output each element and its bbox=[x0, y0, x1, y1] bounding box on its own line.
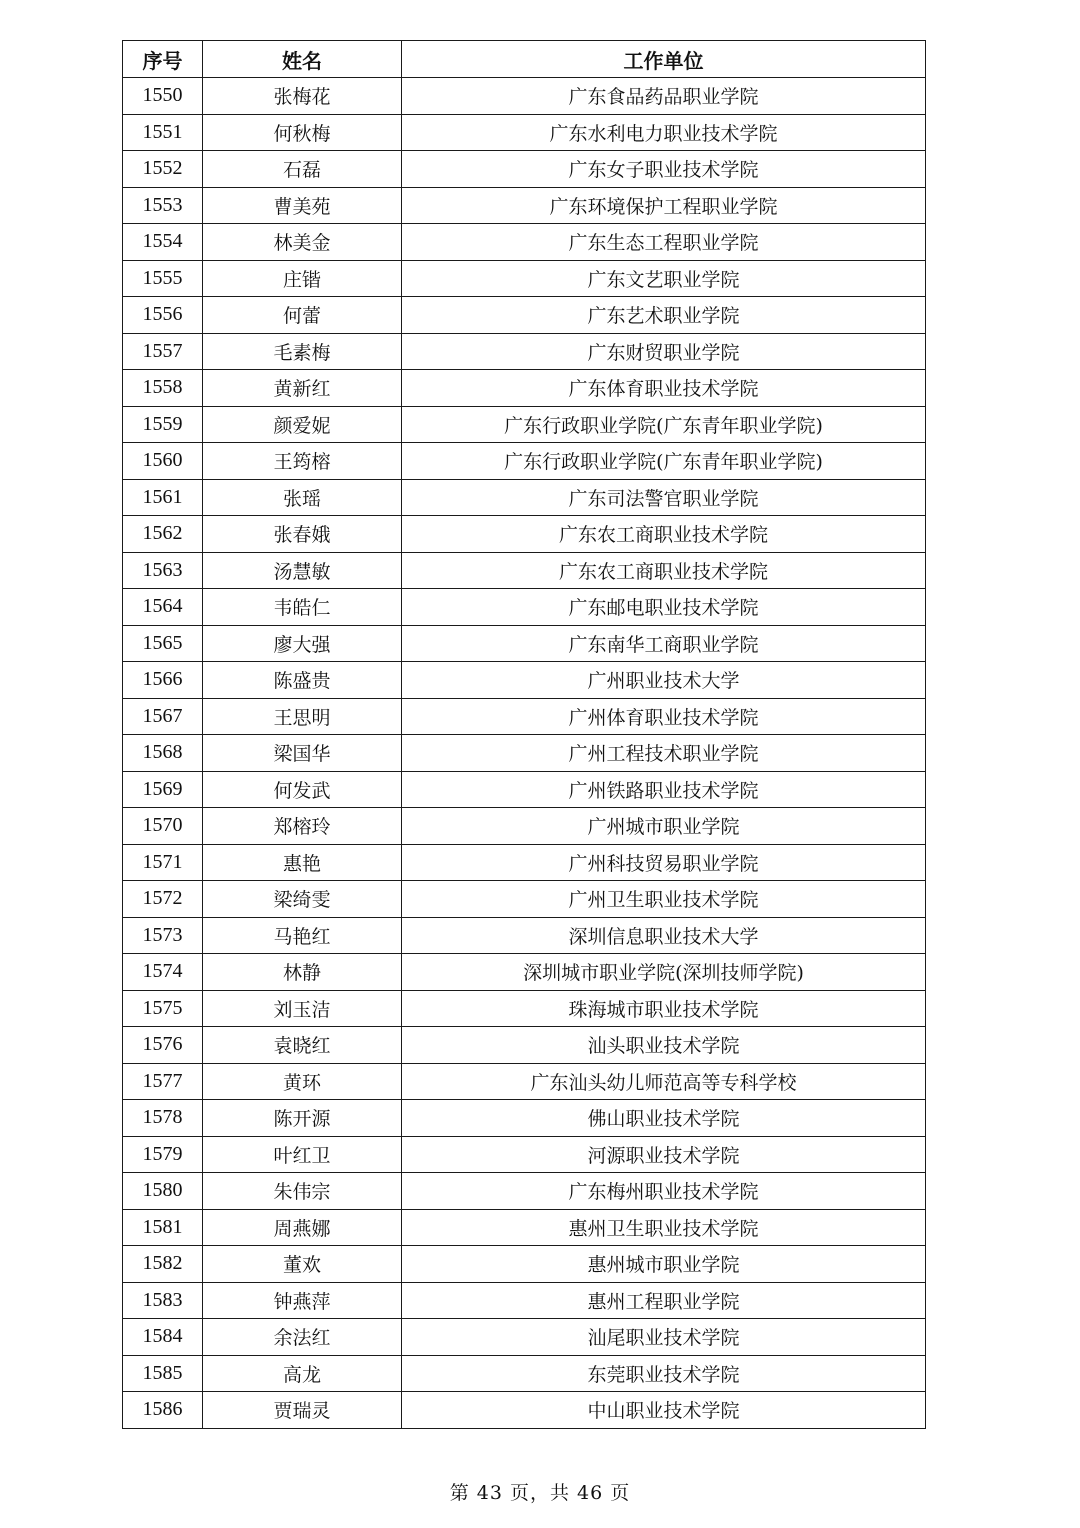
table-row bbox=[123, 844, 926, 881]
cell-name: 何秋梅 bbox=[203, 114, 402, 151]
cell-name: 高龙 bbox=[203, 1355, 402, 1392]
cell-name: 董欢 bbox=[203, 1246, 402, 1283]
table-row bbox=[123, 516, 926, 553]
table-row bbox=[123, 1282, 926, 1319]
cell-work-unit: 广东农工商职业技术学院 bbox=[402, 516, 926, 553]
table-row bbox=[123, 479, 926, 516]
cell-name: 惠艳 bbox=[203, 844, 402, 881]
cell-serial-number: 1561 bbox=[123, 479, 203, 516]
cell-serial-number: 1585 bbox=[123, 1355, 203, 1392]
table-row bbox=[123, 370, 926, 407]
cell-serial-number: 1554 bbox=[123, 224, 203, 261]
cell-name: 陈开源 bbox=[203, 1100, 402, 1137]
cell-name: 梁绮雯 bbox=[203, 881, 402, 918]
cell-work-unit: 佛山职业技术学院 bbox=[402, 1100, 926, 1137]
cell-work-unit: 广东行政职业学院(广东青年职业学院) bbox=[402, 443, 926, 480]
table-row bbox=[123, 443, 926, 480]
cell-work-unit: 广东邮电职业技术学院 bbox=[402, 589, 926, 626]
table-row bbox=[123, 735, 926, 772]
cell-name: 黄新红 bbox=[203, 370, 402, 407]
roster-table bbox=[122, 40, 926, 1429]
cell-name: 郑榕玲 bbox=[203, 808, 402, 845]
cell-serial-number: 1562 bbox=[123, 516, 203, 553]
cell-name: 廖大强 bbox=[203, 625, 402, 662]
cell-serial-number: 1558 bbox=[123, 370, 203, 407]
table-row bbox=[123, 187, 926, 224]
cell-work-unit: 广东汕头幼儿师范高等专科学校 bbox=[402, 1063, 926, 1100]
table-row bbox=[123, 333, 926, 370]
cell-serial-number: 1572 bbox=[123, 881, 203, 918]
table-row bbox=[123, 1063, 926, 1100]
cell-name: 毛素梅 bbox=[203, 333, 402, 370]
cell-name: 梁国华 bbox=[203, 735, 402, 772]
cell-name: 王筠榕 bbox=[203, 443, 402, 480]
cell-name: 张春娥 bbox=[203, 516, 402, 553]
table-row bbox=[123, 1136, 926, 1173]
cell-work-unit: 广州体育职业技术学院 bbox=[402, 698, 926, 735]
table-row bbox=[123, 1209, 926, 1246]
table-row bbox=[123, 1319, 926, 1356]
cell-name: 刘玉洁 bbox=[203, 990, 402, 1027]
cell-name: 马艳红 bbox=[203, 917, 402, 954]
cell-serial-number: 1568 bbox=[123, 735, 203, 772]
cell-serial-number: 1580 bbox=[123, 1173, 203, 1210]
table-row bbox=[123, 1173, 926, 1210]
cell-serial-number: 1553 bbox=[123, 187, 203, 224]
cell-serial-number: 1584 bbox=[123, 1319, 203, 1356]
table-row bbox=[123, 1392, 926, 1429]
table-row bbox=[123, 297, 926, 334]
table-row bbox=[123, 589, 926, 626]
cell-name: 黄环 bbox=[203, 1063, 402, 1100]
cell-serial-number: 1557 bbox=[123, 333, 203, 370]
cell-serial-number: 1565 bbox=[123, 625, 203, 662]
table-row bbox=[123, 151, 926, 188]
cell-work-unit: 东莞职业技术学院 bbox=[402, 1355, 926, 1392]
cell-name: 何蕾 bbox=[203, 297, 402, 334]
cell-work-unit: 广东司法警官职业学院 bbox=[402, 479, 926, 516]
table-row bbox=[123, 990, 926, 1027]
table-row bbox=[123, 917, 926, 954]
table-row bbox=[123, 1246, 926, 1283]
table-row bbox=[123, 771, 926, 808]
cell-name: 庄锴 bbox=[203, 260, 402, 297]
cell-name: 林美金 bbox=[203, 224, 402, 261]
cell-serial-number: 1583 bbox=[123, 1282, 203, 1319]
cell-name: 林静 bbox=[203, 954, 402, 991]
table-body bbox=[123, 78, 926, 1429]
cell-work-unit: 广东食品药品职业学院 bbox=[402, 78, 926, 115]
table-row bbox=[123, 662, 926, 699]
table-row bbox=[123, 114, 926, 151]
table-row bbox=[123, 224, 926, 261]
cell-serial-number: 1551 bbox=[123, 114, 203, 151]
table-row bbox=[123, 698, 926, 735]
table-header-row bbox=[123, 41, 926, 78]
cell-name: 韦皓仁 bbox=[203, 589, 402, 626]
cell-name: 贾瑞灵 bbox=[203, 1392, 402, 1429]
cell-work-unit: 河源职业技术学院 bbox=[402, 1136, 926, 1173]
cell-work-unit: 广东环境保护工程职业学院 bbox=[402, 187, 926, 224]
table-row bbox=[123, 260, 926, 297]
cell-work-unit: 汕头职业技术学院 bbox=[402, 1027, 926, 1064]
cell-serial-number: 1586 bbox=[123, 1392, 203, 1429]
cell-serial-number: 1555 bbox=[123, 260, 203, 297]
cell-work-unit: 广东体育职业技术学院 bbox=[402, 370, 926, 407]
cell-work-unit: 广东文艺职业学院 bbox=[402, 260, 926, 297]
cell-name: 颜爱妮 bbox=[203, 406, 402, 443]
cell-name: 朱伟宗 bbox=[203, 1173, 402, 1210]
table-row bbox=[123, 552, 926, 589]
cell-serial-number: 1560 bbox=[123, 443, 203, 480]
cell-name: 汤慧敏 bbox=[203, 552, 402, 589]
cell-work-unit: 深圳城市职业学院(深圳技师学院) bbox=[402, 954, 926, 991]
cell-name: 何发武 bbox=[203, 771, 402, 808]
cell-serial-number: 1563 bbox=[123, 552, 203, 589]
table-row bbox=[123, 406, 926, 443]
cell-work-unit: 广州铁路职业技术学院 bbox=[402, 771, 926, 808]
cell-serial-number: 1559 bbox=[123, 406, 203, 443]
cell-work-unit: 广东南华工商职业学院 bbox=[402, 625, 926, 662]
cell-serial-number: 1570 bbox=[123, 808, 203, 845]
cell-work-unit: 广东农工商职业技术学院 bbox=[402, 552, 926, 589]
cell-work-unit: 惠州城市职业学院 bbox=[402, 1246, 926, 1283]
cell-serial-number: 1550 bbox=[123, 78, 203, 115]
table-row bbox=[123, 1355, 926, 1392]
cell-name: 叶红卫 bbox=[203, 1136, 402, 1173]
cell-work-unit: 中山职业技术学院 bbox=[402, 1392, 926, 1429]
cell-serial-number: 1569 bbox=[123, 771, 203, 808]
cell-work-unit: 广州职业技术大学 bbox=[402, 662, 926, 699]
cell-work-unit: 汕尾职业技术学院 bbox=[402, 1319, 926, 1356]
cell-name: 张瑶 bbox=[203, 479, 402, 516]
cell-serial-number: 1581 bbox=[123, 1209, 203, 1246]
table-row bbox=[123, 954, 926, 991]
table-row bbox=[123, 881, 926, 918]
cell-name: 陈盛贵 bbox=[203, 662, 402, 699]
cell-work-unit: 惠州卫生职业技术学院 bbox=[402, 1209, 926, 1246]
cell-serial-number: 1575 bbox=[123, 990, 203, 1027]
table-row bbox=[123, 1100, 926, 1137]
cell-serial-number: 1574 bbox=[123, 954, 203, 991]
cell-serial-number: 1573 bbox=[123, 917, 203, 954]
cell-serial-number: 1571 bbox=[123, 844, 203, 881]
cell-name: 王思明 bbox=[203, 698, 402, 735]
table-row bbox=[123, 1027, 926, 1064]
table-row bbox=[123, 625, 926, 662]
table-row bbox=[123, 808, 926, 845]
table-row bbox=[123, 78, 926, 115]
cell-serial-number: 1564 bbox=[123, 589, 203, 626]
cell-serial-number: 1582 bbox=[123, 1246, 203, 1283]
header-work-unit: 工作单位 bbox=[402, 41, 926, 78]
cell-serial-number: 1566 bbox=[123, 662, 203, 699]
cell-serial-number: 1567 bbox=[123, 698, 203, 735]
cell-serial-number: 1552 bbox=[123, 151, 203, 188]
cell-name: 张梅花 bbox=[203, 78, 402, 115]
cell-work-unit: 广东水利电力职业技术学院 bbox=[402, 114, 926, 151]
cell-serial-number: 1579 bbox=[123, 1136, 203, 1173]
page-footer: 第 43 页，共 46 页 bbox=[449, 1482, 631, 1504]
cell-serial-number: 1576 bbox=[123, 1027, 203, 1064]
header-name: 姓名 bbox=[203, 41, 402, 78]
cell-work-unit: 广东女子职业技术学院 bbox=[402, 151, 926, 188]
cell-name: 余法红 bbox=[203, 1319, 402, 1356]
cell-work-unit: 广州工程技术职业学院 bbox=[402, 735, 926, 772]
cell-serial-number: 1577 bbox=[123, 1063, 203, 1100]
cell-work-unit: 广州城市职业学院 bbox=[402, 808, 926, 845]
cell-name: 曹美苑 bbox=[203, 187, 402, 224]
cell-name: 周燕娜 bbox=[203, 1209, 402, 1246]
cell-work-unit: 广东梅州职业技术学院 bbox=[402, 1173, 926, 1210]
cell-name: 钟燕萍 bbox=[203, 1282, 402, 1319]
header-serial-number: 序号 bbox=[123, 41, 203, 78]
cell-serial-number: 1556 bbox=[123, 297, 203, 334]
cell-work-unit: 惠州工程职业学院 bbox=[402, 1282, 926, 1319]
cell-work-unit: 广州卫生职业技术学院 bbox=[402, 881, 926, 918]
cell-work-unit: 广东生态工程职业学院 bbox=[402, 224, 926, 261]
cell-name: 袁晓红 bbox=[203, 1027, 402, 1064]
cell-work-unit: 珠海城市职业技术学院 bbox=[402, 990, 926, 1027]
cell-work-unit: 广东财贸职业学院 bbox=[402, 333, 926, 370]
cell-work-unit: 广东艺术职业学院 bbox=[402, 297, 926, 334]
cell-name: 石磊 bbox=[203, 151, 402, 188]
cell-work-unit: 深圳信息职业技术大学 bbox=[402, 917, 926, 954]
cell-work-unit: 广东行政职业学院(广东青年职业学院) bbox=[402, 406, 926, 443]
cell-work-unit: 广州科技贸易职业学院 bbox=[402, 844, 926, 881]
cell-serial-number: 1578 bbox=[123, 1100, 203, 1137]
